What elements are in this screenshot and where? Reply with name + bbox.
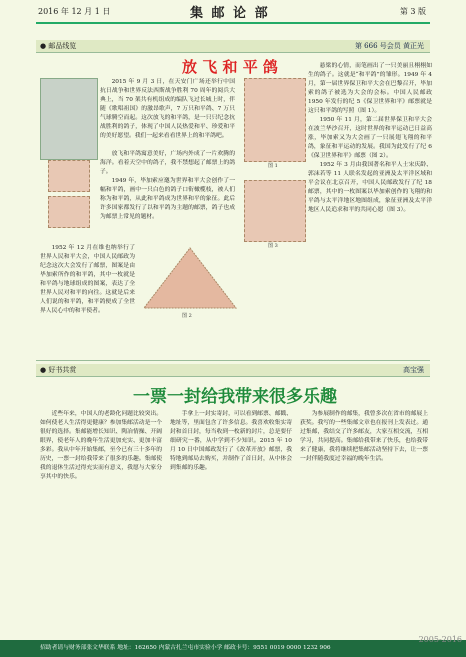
stamp-image-b [48, 196, 90, 228]
section-band-1 [36, 40, 430, 53]
article1-intro: 2015 年 9 月 3 日，在天安门广场还举行中国抗日战争和世界反法西斯战争胜利 70 周年的阅兵大典上，当 70 架共有机组成的编队飞过长城上时，伴随《歌唱祖国》的激昂歌声，7 万只和平鸽、7 万只气球腾空而起。这次放飞的和平鸽，是一只只纪念抗战胜利的鸽子，体现了中国人民热爱和平、珍爱和平的美好愿望。我们一起来看看世界上的和平鸽吧。 [100, 79, 235, 139]
article2-column-3: 为参展制作的邮集，我曾多次在省市的邮展上获奖。我写的一些集邮文章也在报刊上发表过。通过集邮，我结交了许多邮友，大家互相交流，互相学习，共同提高。集邮给我带来了快乐，也给我带来了健康，我将继续把集邮活动坚持下去，让一票一封伴随我度过幸福的晚年生活。 [300, 411, 428, 462]
section-label-2: ● 好书共赏 [40, 366, 77, 374]
article2-column-1: 近些年来，中国人的老龄化问题比较突出。如何使老人生活得更健康？参加集邮活动是一个很好的选择。集邮能增长知识、陶冶情操、开阔眼界，使老年人的晚年生活更加充实、更加丰富多彩。我从中年开始集邮，至今已有三十多年的历史，一票一封给我带来了很多的乐趣。集邮使我的退休生活过得充实而有意义，我愿与大家分享其中的快乐。 [40, 411, 162, 480]
footer-text: 招助者请与财务部张文华联系 地址：162650 内蒙古扎兰屯市实验小学 邮政卡号：9551 0019 0000 1232 906 [40, 645, 331, 651]
stamp-image-a [48, 160, 90, 192]
section-band-2 [36, 364, 430, 377]
header-rule [36, 22, 430, 24]
page-header [0, 0, 466, 36]
figure-2-caption: 图 2 [182, 313, 192, 319]
stamp-figure-1 [244, 78, 306, 162]
stamp-figure-3 [244, 180, 306, 242]
section-divider [36, 360, 430, 361]
page-footer [0, 635, 466, 657]
author-credit: 第 666 号会员 黄正光 [354, 42, 424, 50]
page-number: 第 3 版 [399, 7, 426, 16]
triangle-stamp-image [140, 244, 240, 312]
issue-date: 2016 年 12 月 1 日 [38, 7, 111, 16]
figure-1-caption: 图 1 [268, 163, 278, 169]
figure-3-caption: 图 3 [268, 243, 278, 249]
article1-left-continued: 1952 年 12 月在维也纳举行了世界人民和平大会，中国人民邮政为纪念这次大会发行了邮票，图案是由毕加索所作的和平鸽，其中一枚就是和平鸽与地球组成的图案，表达了全世界人民对和平的向往。这就是后来人们说的和平鸽，和平鸽便成了全世界人民心中的和平使者。 [40, 245, 135, 314]
article2-column-2: 手拿上一封实寄封，可以看到邮票、邮戳、地址等，里面包含了许多信息。我喜欢收集实寄封和首日封，每当收到一枚新的封片，总是要仔细研究一番，从中学到不少知识。2015 年 10 月 10 日中国邮政发行了《改革开放》邮票，我特地到邮局去购买，并制作了首日封，从中体会到集邮的乐趣。 [170, 411, 292, 471]
article1-mid: 放飞和平鸽寓意美好，广场内外成了一片欢腾的海洋。看着天空中的鸽子，我不禁想起了邮票上的鸽子。 1949 年，毕加索应邀为世界和平大会创作了一幅和平鸽，画中一只白色的鸽子口衔橄榄枝，被人们称为和平鸽，从此和平鸽成为世界和平的象征。此后许多国家都发行了以和平鸽为主题的邮票，鸽子也成为邮票上常见的题材。 [100, 151, 235, 220]
masthead: 集 邮 论 部 [190, 6, 270, 21]
section-label: ● 邮品线览 [40, 42, 77, 50]
author-credit-2: 高宝强 [403, 366, 424, 374]
dove-photo [40, 78, 98, 160]
watermark: 2005-2016 [418, 635, 462, 644]
article1-right-column: 悬梁的心情，而笔画出了一只美丽且栩栩如生的鸽子。这就是“和平鸽”的雏形。1949 年 4 月，第一届世界保卫和平大会在巴黎召开，毕加索的鸽子被选为大会的会标。中国人民邮政 1950 年发行的纪 5《保卫世界和平》邮票就是这只和平鸽的写照（图 1）。 1950 年 11 月，第二届世界保卫和平大会在波兰华沙召开，这时世界的和平运动已日益高涨，毕加索又为大会画了一只展翅飞翔的和平鸽，象征和平运动的发展。我国为此发行了纪 6《保卫世界和平》邮票（图 2）。 1952 年 3 月由我国著名和平人士宋庆龄、郭沫若等 11 人联名发起的亚洲及太平洋区域和平会议在北京召开，中国人民邮政发行了纪 18 邮票，其中的一枚图案以毕加索创作的飞翔的和平鸽与太平洋地区地图组成，象征亚洲及太平洋地区人民追求和平的共同心愿（图 3）。 [308, 63, 432, 213]
article-title-1: 放 飞 和 平 鸽 [182, 58, 278, 76]
article-title-2: 一票一封给我带来很多乐趣 [133, 387, 337, 407]
